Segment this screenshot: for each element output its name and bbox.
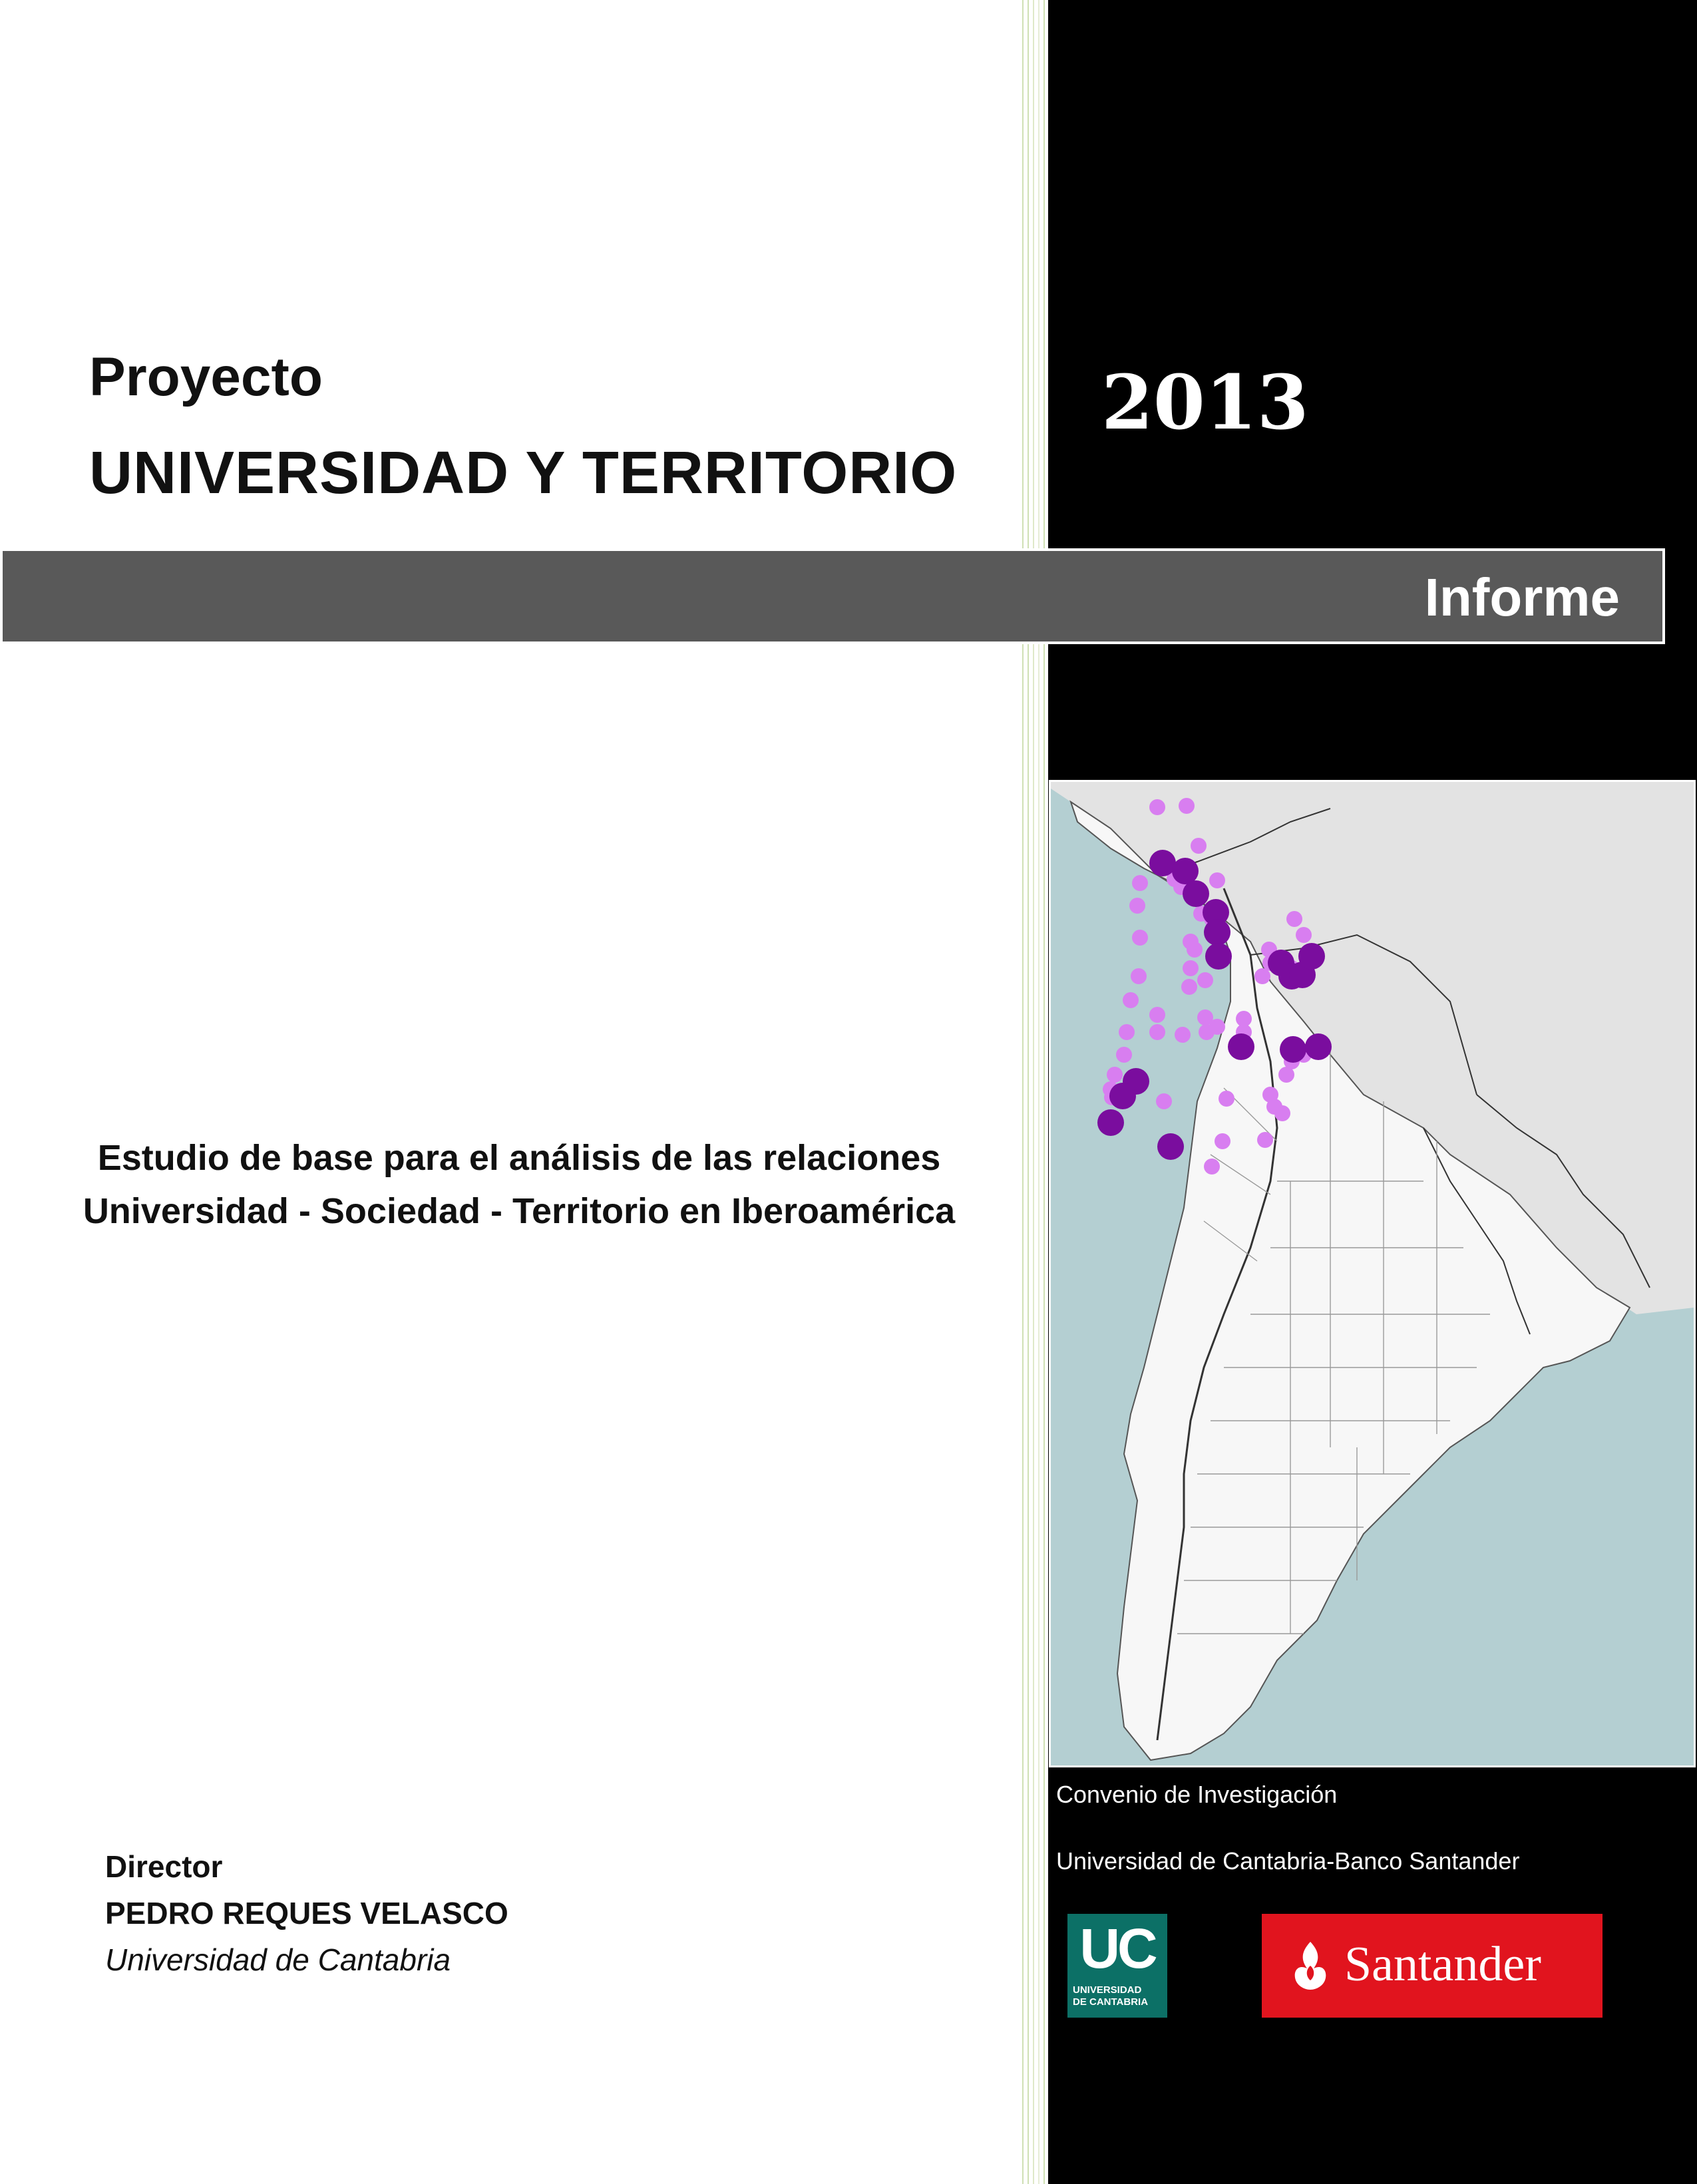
santander-logo: [1262, 1914, 1603, 2018]
study-title: [27, 1131, 1012, 1238]
study-title-line-1: Estudio de base para el análisis de las relaciones: [97, 1138, 941, 1178]
university-map: [1049, 780, 1696, 1767]
director-name: PEDRO REQUES VELASCO: [105, 1896, 508, 1930]
agreement-line-2: Universidad de Cantabria-Banco Santander: [1056, 1847, 1520, 1875]
project-title: UNIVERSIDAD Y TERRITORIO: [89, 440, 958, 506]
director-institution: Universidad de Cantabria: [105, 1942, 451, 1977]
report-banner: [0, 548, 1665, 644]
agreement-line-1: Convenio de Investigación: [1056, 1781, 1338, 1808]
map-svg: [1051, 782, 1694, 1765]
director-role: Director: [105, 1849, 223, 1884]
year-label: 2013: [1101, 359, 1309, 447]
uc-logo-subtitle: [1073, 1984, 1166, 2008]
project-label: Proyecto: [89, 347, 323, 407]
study-title-line-2: Universidad - Sociedad - Territorio en Iberoamérica: [83, 1191, 956, 1231]
santander-flame-icon: [1287, 1939, 1334, 1992]
uc-logo-line-2: DE CANTABRIA: [1073, 1996, 1149, 2008]
banner-label: Informe: [1424, 568, 1620, 627]
director-credits: [105, 1843, 508, 1983]
uc-logo-letters: UC: [1079, 1917, 1155, 1980]
uc-logo-line-1: UNIVERSIDAD: [1073, 1984, 1142, 1996]
uc-logo: [1067, 1914, 1167, 2018]
santander-wordmark: Santander: [1344, 1937, 1541, 1992]
decorative-stripes: [1018, 0, 1048, 2184]
